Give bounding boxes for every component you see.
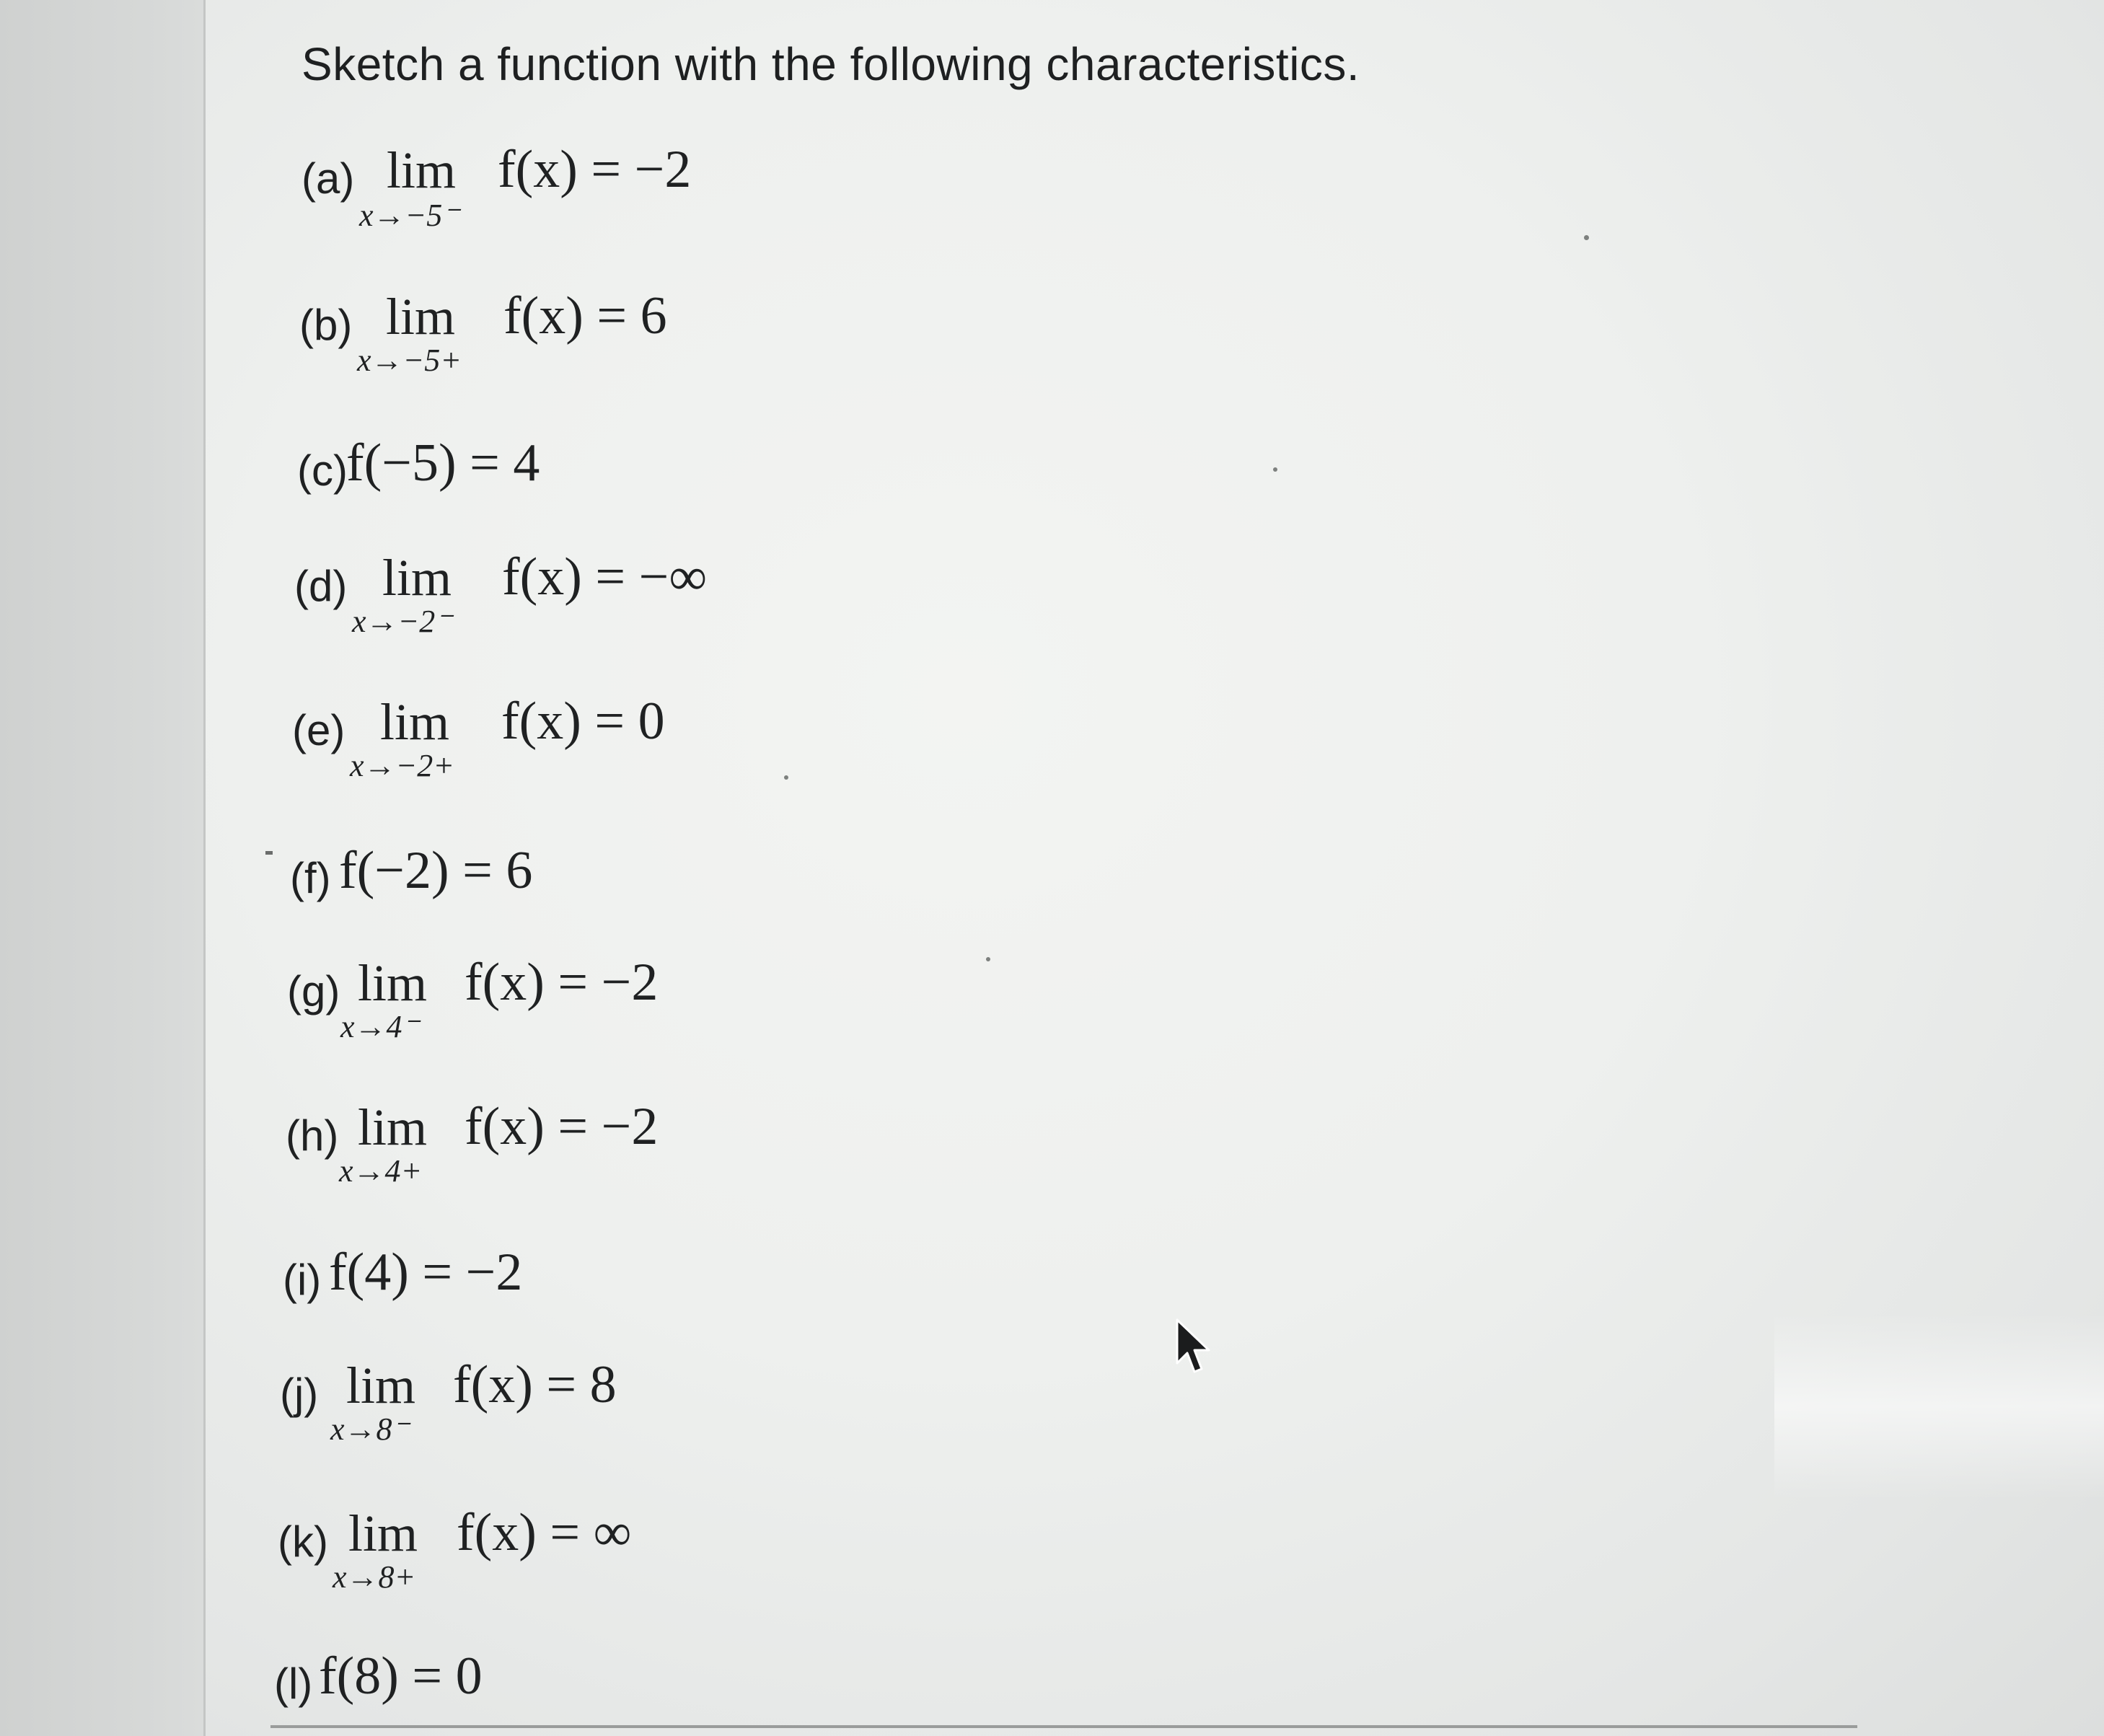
left-margin (0, 0, 203, 1736)
condition-expression: f(x) = 0 (501, 692, 665, 751)
limit-operator: lim (346, 1357, 416, 1414)
condition-expression: f(x) = 8 (453, 1355, 617, 1414)
condition-label: (f) (290, 854, 331, 902)
condition-expression: f(4) = −2 (329, 1243, 523, 1302)
condition-expression: f(−2) = 6 (339, 841, 533, 900)
dust-speck (1273, 467, 1277, 472)
limit-subscript: x→8+ (333, 1559, 416, 1595)
condition-expression: f(x) = −2 (465, 953, 659, 1012)
condition-expression: f(−5) = 4 (346, 433, 540, 493)
condition-label: (d) (294, 562, 348, 610)
dust-speck (986, 957, 990, 961)
condition-expression: f(x) = 6 (503, 286, 667, 345)
condition-label: (b) (299, 301, 353, 349)
condition-label: (a) (301, 154, 355, 203)
dust-speck (1584, 235, 1589, 240)
condition-expression: f(x) = ∞ (457, 1503, 632, 1562)
condition-expression: f(8) = 0 (319, 1647, 483, 1706)
stray-mark (265, 851, 273, 855)
limit-subscript: x→4+ (339, 1153, 423, 1189)
condition-label: (j) (280, 1370, 319, 1418)
condition-label: (k) (278, 1517, 328, 1566)
limit-operator: lim (358, 954, 428, 1012)
limit-subscript: x→−2+ (350, 748, 454, 783)
condition-label: (e) (292, 706, 345, 754)
condition-expression: f(x) = −∞ (502, 547, 708, 607)
limit-subscript: x→8⁻ (330, 1411, 409, 1447)
limit-operator: lim (386, 288, 456, 345)
condition-expression: f(x) = −2 (498, 140, 692, 199)
question-heading: Sketch a function with the following characteristics. (301, 38, 1360, 90)
limit-subscript: x→−5+ (357, 343, 462, 378)
condition-label: (h) (286, 1111, 339, 1160)
condition-label: (c) (297, 446, 348, 495)
limit-operator: lim (382, 549, 452, 607)
limit-operator: lim (380, 693, 450, 751)
condition-expression: f(x) = −2 (465, 1097, 659, 1156)
limit-subscript: x→4⁻ (340, 1009, 419, 1044)
condition-label: (i) (283, 1256, 322, 1304)
limit-operator: lim (358, 1098, 428, 1156)
screen-glare (1774, 1313, 2104, 1500)
answer-area-border (270, 1725, 1857, 1728)
condition-label: (g) (287, 967, 340, 1015)
dust-speck (784, 775, 788, 780)
condition-label: (l) (274, 1660, 313, 1708)
limit-subscript: x→−5⁻ (359, 198, 459, 233)
mouse-pointer-arrow-icon (1174, 1318, 1216, 1375)
limit-subscript: x→−2⁻ (352, 604, 452, 639)
limit-operator: lim (387, 141, 457, 199)
limit-operator: lim (348, 1504, 418, 1562)
